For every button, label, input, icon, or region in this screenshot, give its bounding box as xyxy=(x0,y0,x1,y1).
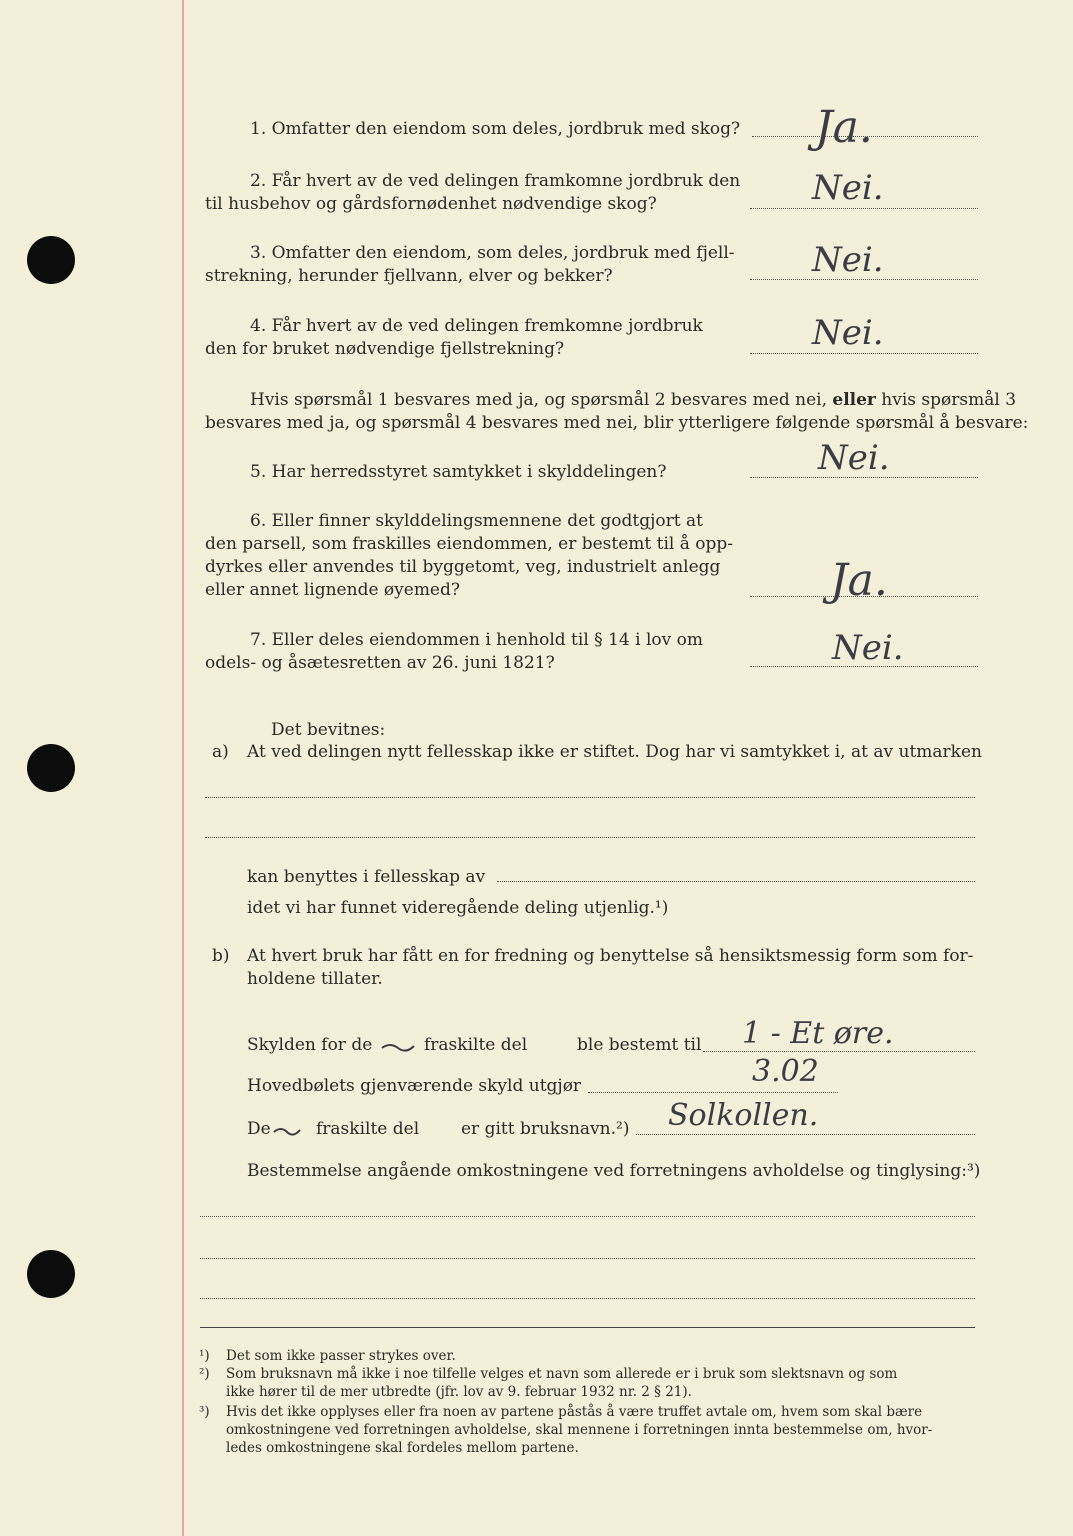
blank-line xyxy=(200,1216,975,1217)
question-3-line-1: 3. Omfatter den eiendom, som deles, jordbruk med fjell- xyxy=(250,243,735,263)
footnote-2-text: Som bruksnavn må ikke i noe tilfelle velges et navn som allerede er i bruk som slektsnavn og som xyxy=(226,1366,898,1382)
condition-line-1: Hvis spørsmål 1 besvares med ja, og spørsmål 2 besvares med nei, eller hvis spørsmål 3 xyxy=(250,390,1017,410)
certification-heading: Det bevitnes: xyxy=(271,720,386,740)
handwritten-answer-1: Ja. xyxy=(815,102,873,153)
blank-line xyxy=(200,1258,975,1259)
answer-line xyxy=(703,1051,975,1052)
punch-hole xyxy=(27,744,75,792)
handwritten-hoved-value: 3.02 xyxy=(752,1054,819,1089)
footnote-2-text: ikke hører til de mer utbredte (jfr. lov av 9. februar 1932 nr. 2 § 21). xyxy=(226,1384,692,1400)
question-6-line-1: 6. Eller finner skylddelingsmennene det godtgjort at xyxy=(250,511,703,531)
blank-line xyxy=(497,881,975,882)
question-5: 5. Har herredsstyret samtykket i skylddelingen? xyxy=(250,462,667,482)
item-b-marker: b) xyxy=(212,946,230,966)
question-7-line-1: 7. Eller deles eiendommen i henhold til § 14 i lov om xyxy=(250,630,703,650)
handwritten-mark xyxy=(380,1040,416,1054)
footnote-3-marker: ³) xyxy=(199,1404,210,1420)
question-6-line-2: den parsell, som fraskilles eiendommen, er bestemt til å opp- xyxy=(205,534,734,554)
footnote-1-marker: ¹) xyxy=(199,1348,210,1364)
footnote-1-text: Det som ikke passer strykes over. xyxy=(226,1348,456,1364)
condition-line-2: besvares med ja, og spørsmål 4 besvares med nei, blir ytterligere følgende spørsmål å besvare: xyxy=(205,413,1029,433)
handwritten-answer-6: Ja. xyxy=(830,555,888,606)
handwritten-farm-name: Solkollen. xyxy=(668,1098,819,1133)
handwritten-answer-7: Nei. xyxy=(832,628,904,668)
punch-hole xyxy=(27,236,75,284)
shared-use-label: kan benyttes i fellesskap av xyxy=(247,867,486,887)
footnote-2-marker: ²) xyxy=(199,1366,210,1382)
blank-line xyxy=(200,1298,975,1299)
costs-label: Bestemmelse angående omkostningene ved forretningens avholdelse og tinglysing:³) xyxy=(247,1161,981,1181)
answer-line xyxy=(636,1134,975,1135)
item-b-line-1: At hvert bruk har fått en for fredning og benyttelse så hensiktsmessig form som for- xyxy=(247,946,974,966)
question-1: 1. Omfatter den eiendom som deles, jordbruk med skog? xyxy=(250,119,741,139)
question-3-line-2: strekning, herunder fjellvann, elver og bekker? xyxy=(205,266,613,286)
handwritten-skyld-value: 1 - Et øre. xyxy=(742,1016,894,1051)
hoved-label: Hovedbølets gjenværende skyld utgjør xyxy=(247,1076,582,1096)
handwritten-answer-4: Nei. xyxy=(812,313,884,353)
handwritten-answer-2: Nei. xyxy=(812,168,884,208)
name-label-part-1: De xyxy=(247,1119,271,1139)
footnote-3-text: ledes omkostningene skal fordeles mellom partene. xyxy=(226,1440,579,1456)
footnote-3-text: Hvis det ikke opplyses eller fra noen av partene påstås å være truffet avtale om, hvem som skal bære xyxy=(226,1404,923,1420)
punch-hole xyxy=(27,1250,75,1298)
blank-line xyxy=(205,797,975,798)
handwritten-mark xyxy=(272,1124,302,1138)
skyld-label-part-1: Skylden for de xyxy=(247,1035,373,1055)
margin-line xyxy=(182,0,184,1536)
answer-line xyxy=(588,1092,838,1093)
answer-line xyxy=(750,353,978,354)
skyld-label-part-2: fraskilte del xyxy=(424,1035,528,1055)
question-2-line-1: 2. Får hvert av de ved delingen framkomne jordbruk den xyxy=(250,171,741,191)
question-2-line-2: til husbehov og gårdsfornødenhet nødvendige skog? xyxy=(205,194,657,214)
name-label-part-2: fraskilte del xyxy=(316,1119,420,1139)
question-6-line-3: dyrkes eller anvendes til byggetomt, veg, industrielt anlegg xyxy=(205,557,721,577)
blank-line xyxy=(205,837,975,838)
question-6-line-4: eller annet lignende øyemed? xyxy=(205,580,460,600)
question-7-line-2: odels- og åsætesretten av 26. juni 1821? xyxy=(205,653,555,673)
footnote-separator xyxy=(200,1327,975,1328)
further-division-text: idet vi har funnet videregående deling utjenlig.¹) xyxy=(247,898,669,918)
item-a-marker: a) xyxy=(212,742,229,762)
answer-line xyxy=(750,208,978,209)
item-a-text: At ved delingen nytt fellesskap ikke er stiftet. Dog har vi samtykket i, at av utmarken xyxy=(247,742,982,762)
item-b-line-2: holdene tillater. xyxy=(247,969,383,989)
footnote-3-text: omkostningene ved forretningen avholdelse, skal mennene i forretningen innta bestemmelse om, hvor- xyxy=(226,1422,933,1438)
handwritten-answer-5: Nei. xyxy=(818,438,890,478)
question-4-line-2: den for bruket nødvendige fjellstrekning? xyxy=(205,339,565,359)
question-4-line-1: 4. Får hvert av de ved delingen fremkomne jordbruk xyxy=(250,316,703,336)
skyld-label-part-3: ble bestemt til xyxy=(577,1035,702,1055)
name-label-part-3: er gitt bruksnavn.²) xyxy=(461,1119,630,1139)
handwritten-answer-3: Nei. xyxy=(812,240,884,280)
